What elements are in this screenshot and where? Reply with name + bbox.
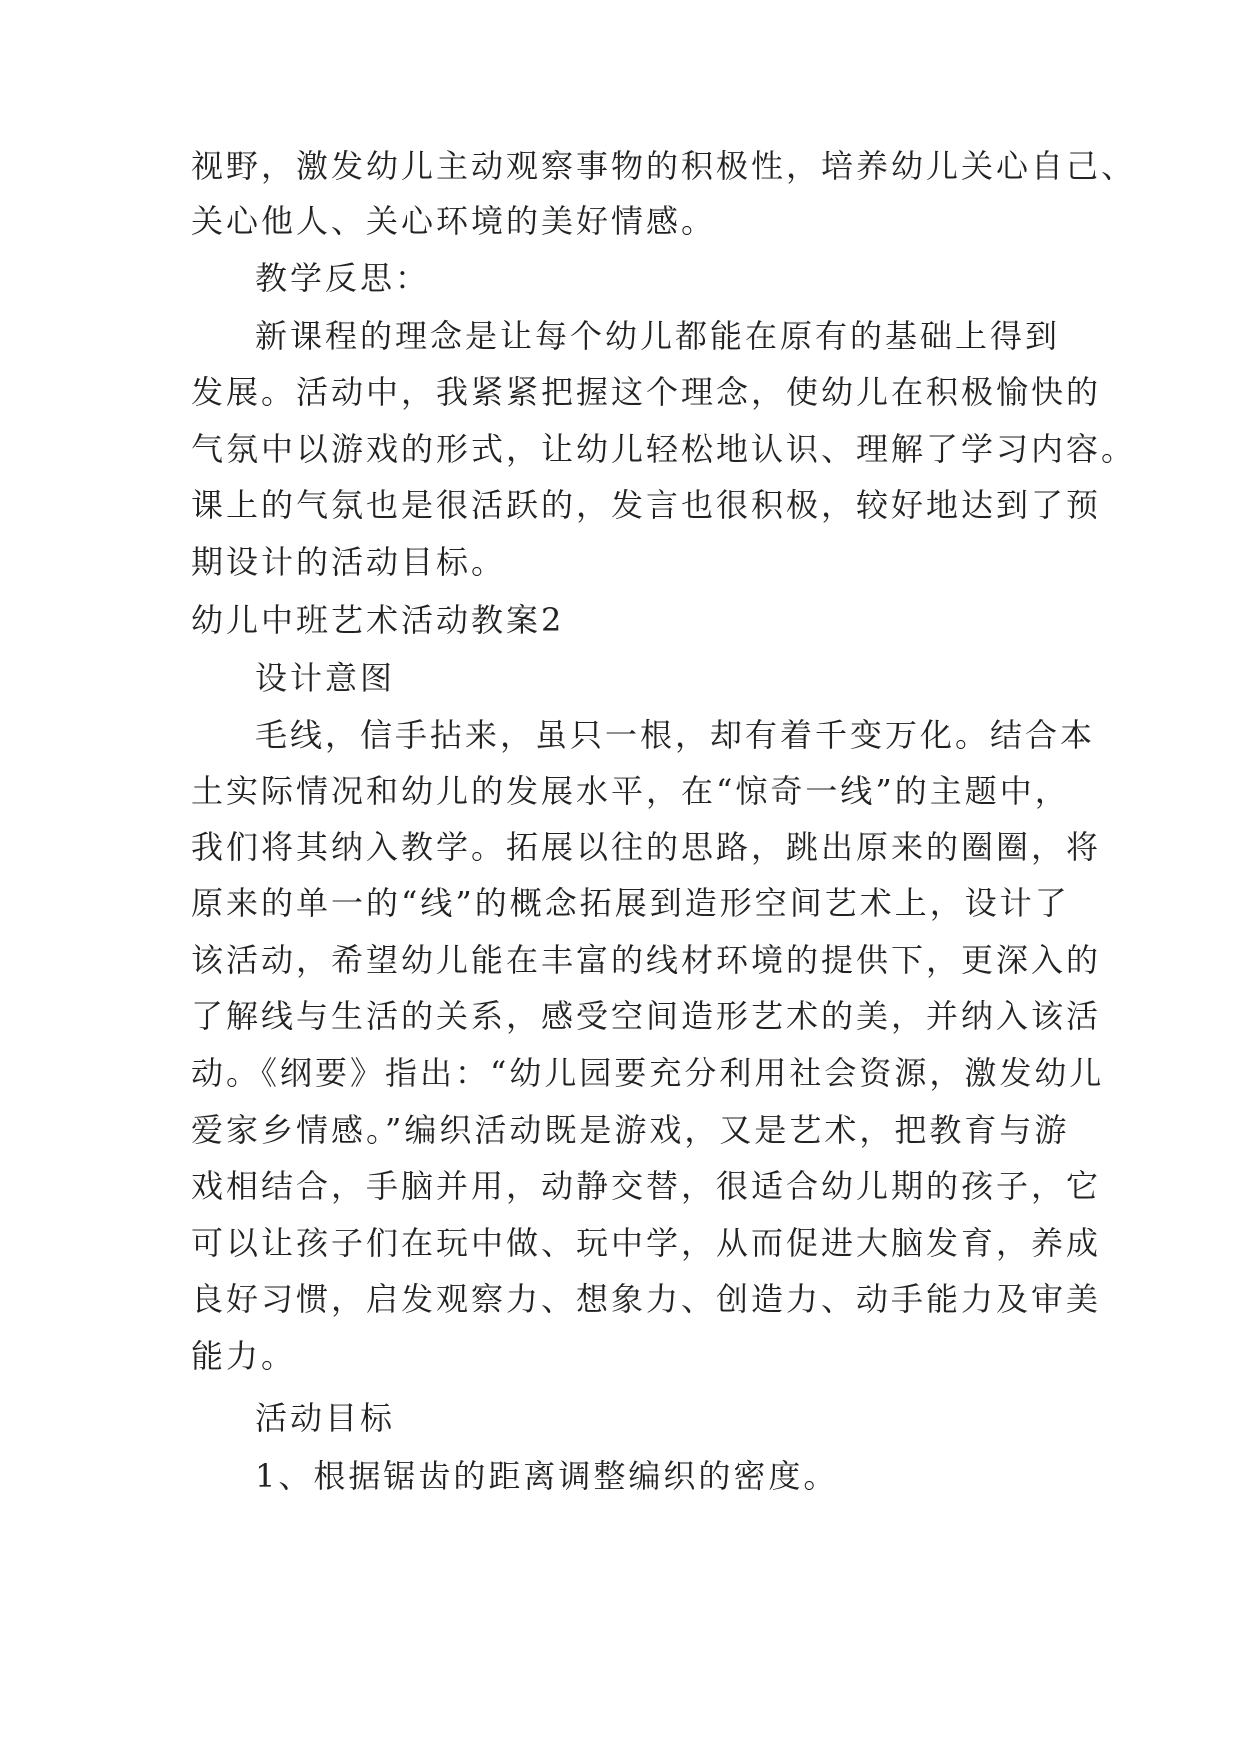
body-text-line: 动。《纲要》指出：“幼儿园要充分利用社会资源，激发幼儿 [191,1054,1105,1092]
body-text-line: 了解线与生活的关系，感受空间造形艺术的美，并纳入该活 [191,997,1102,1035]
body-text-line: 土实际情况和幼儿的发展水平，在“惊奇一线”的主题中， [191,772,1070,810]
body-text-line: 视野，激发幼儿主动观察事物的积极性，培养幼儿关心自己、 [191,147,1137,185]
document-title: 幼儿中班艺术活动教案2 [191,601,565,639]
body-text-line: 良好习惯，启发观察力、想象力、创造力、动手能力及审美 [191,1280,1102,1318]
body-text-line: 期设计的活动目标。 [191,543,507,581]
body-text-line: 课上的气氛也是很活跃的，发言也很积极，较好地达到了预 [191,486,1102,524]
body-text-line: 爱家乡情感。”编织活动既是游戏，又是艺术，把教育与游 [191,1111,1070,1149]
body-text-line: 毛线，信手拈来，虽只一根，却有着千变万化。结合本 [255,716,1096,754]
section-heading-activity-goals: 活动目标 [255,1399,396,1437]
section-heading-design-intent: 设计意图 [255,659,396,697]
body-text-line: 发展。活动中，我紧紧把握这个理念，使幼儿在积极愉快的 [191,373,1102,411]
body-text-line: 该活动，希望幼儿能在丰富的线材环境的提供下，更深入的 [191,941,1102,979]
section-heading-reflection: 教学反思： [255,259,431,297]
body-text-line: 我们将其纳入教学。拓展以往的思路，跳出原来的圈圈，将 [191,828,1102,866]
list-item: 1、根据锯齿的距离调整编织的密度。 [255,1457,839,1495]
body-text-line: 原来的单一的“线”的概念拓展到造形空间艺术上，设计了 [191,884,1070,922]
body-text-line: 气氛中以游戏的形式，让幼儿轻松地认识、理解了学习内容。 [191,430,1137,468]
body-text-line: 能力。 [191,1337,297,1375]
body-text-line: 关心他人、关心环境的美好情感。 [191,202,717,240]
body-text-line: 新课程的理念是让每个幼儿都能在原有的基础上得到 [255,317,1061,355]
body-text-line: 可以让孩子们在玩中做、玩中学，从而促进大脑发育，养成 [191,1224,1102,1262]
body-text-line: 戏相结合，手脑并用，动静交替，很适合幼儿期的孩子，它 [191,1167,1102,1205]
